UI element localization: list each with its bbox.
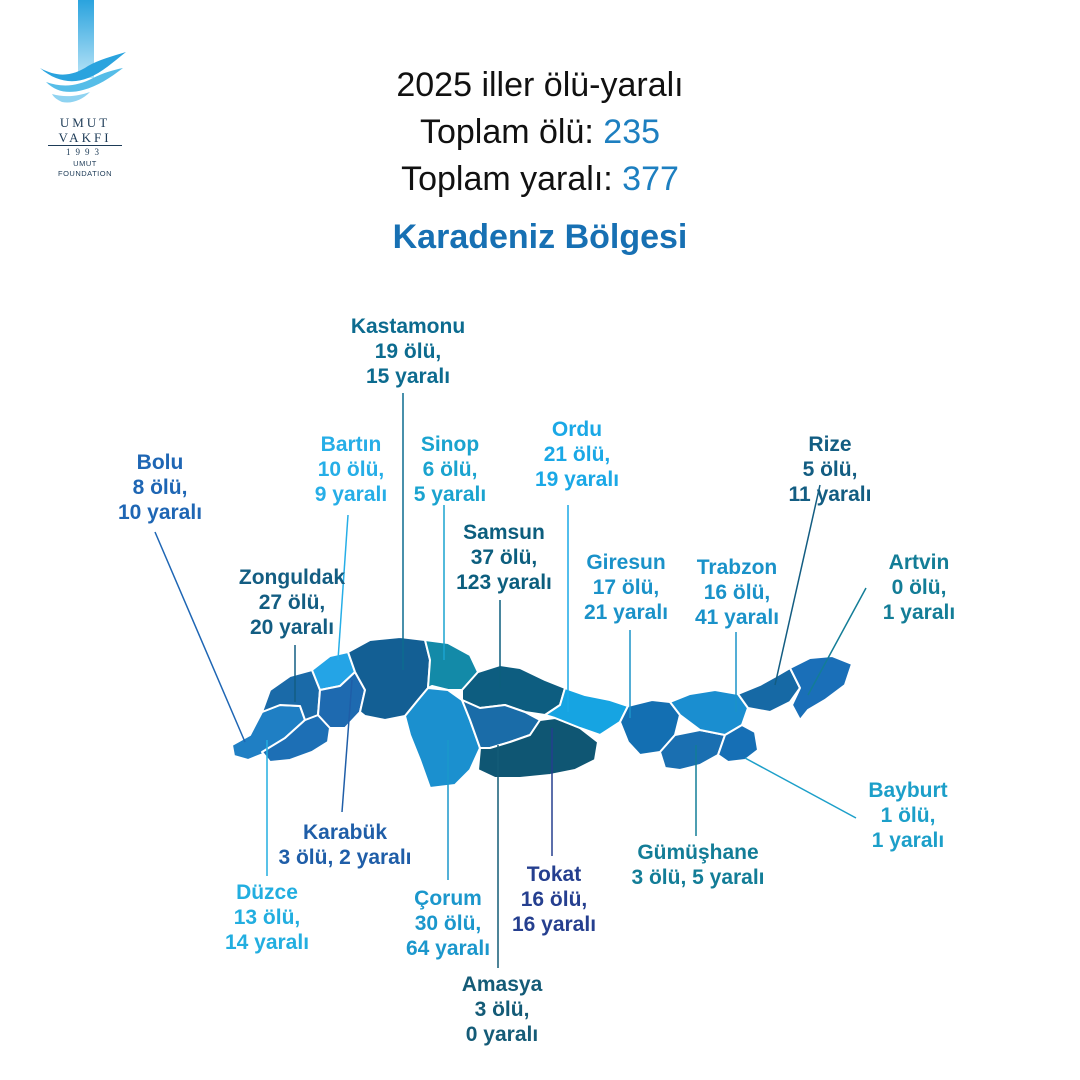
province-dead: 17 ölü, <box>592 576 660 599</box>
page-title: 2025 iller ölü-yaralı <box>396 66 684 104</box>
province-injured: 1 yaralı <box>882 601 956 624</box>
province-dead: 21 ölü, <box>543 443 611 466</box>
province-name: Trabzon <box>696 556 778 579</box>
province-injured: 9 yaralı <box>314 483 388 506</box>
province-name: Sinop <box>420 433 480 456</box>
label-bayburt <box>798 778 1018 853</box>
province-name: Artvin <box>888 551 950 574</box>
logo-line2: VAKFI <box>58 130 112 145</box>
province-injured: 10 yaralı <box>117 501 203 524</box>
label-artvin <box>809 550 1029 625</box>
province-dead: 27 ölü, <box>258 591 326 614</box>
province-name: Çorum <box>414 887 482 910</box>
province-dead: 1 ölü, <box>880 804 936 827</box>
province-name: Zonguldak <box>238 566 346 589</box>
province-name: Samsun <box>463 521 545 544</box>
logo-line3: 1993 <box>66 147 104 157</box>
total-injured-value: 377 <box>622 160 679 198</box>
province-dead: 8 ölü, <box>132 476 188 499</box>
label-karabuk <box>235 820 455 870</box>
province-dead: 19 ölü, <box>374 340 442 363</box>
province-injured: 14 yaralı <box>224 931 310 954</box>
province-injured: 21 yaralı <box>583 601 669 624</box>
total-injured-label: Toplam yaralı: <box>401 160 613 198</box>
province-dead: 3 ölü, 5 yaralı <box>631 866 765 889</box>
logo-line4: UMUT <box>73 159 97 168</box>
total-dead-value: 235 <box>603 113 661 151</box>
province-dead: 6 ölü, <box>422 458 478 481</box>
province-dead: 10 ölü, <box>317 458 385 481</box>
province-dead: 37 ölü, <box>470 546 538 569</box>
province-name: Gümüşhane <box>637 841 759 864</box>
province-injured: 20 yaralı <box>249 616 335 639</box>
label-zonguldak <box>182 565 402 640</box>
province-name: Giresun <box>586 551 666 574</box>
label-ordu <box>467 417 687 492</box>
logo-line1: UMUT <box>59 115 111 130</box>
province-name: Kastamonu <box>350 315 466 338</box>
province-dead: 3 ölü, <box>474 998 530 1021</box>
label-rize <box>720 432 940 507</box>
logo-line5: FOUNDATION <box>57 169 113 178</box>
province-injured: 41 yaralı <box>694 606 780 629</box>
province-dead: 16 ölü, <box>520 888 588 911</box>
province-dead: 16 ölü, <box>703 581 771 604</box>
province-injured: 123 yaralı <box>456 571 552 594</box>
province-name: Bolu <box>136 451 184 474</box>
province-dead: 3 ölü, 2 yaralı <box>278 846 412 869</box>
province-name: Tokat <box>526 863 582 886</box>
province-injured: 1 yaralı <box>871 829 945 852</box>
province-injured: 15 yaralı <box>365 365 451 388</box>
province-injured: 64 yaralı <box>405 937 491 960</box>
province-name: Karabük <box>302 821 388 844</box>
label-amasya <box>392 972 612 1047</box>
label-kastamonu <box>298 314 518 389</box>
province-name: Bartın <box>320 433 382 456</box>
label-gumushane <box>588 840 808 890</box>
province-injured: 0 yaralı <box>465 1023 539 1046</box>
province-name: Amasya <box>461 973 543 996</box>
label-bolu <box>50 450 270 525</box>
province-injured: 5 yaralı <box>413 483 487 506</box>
province-name: Düzce <box>236 881 298 904</box>
province-injured: 11 yaralı <box>788 483 872 506</box>
province-dead: 5 ölü, <box>802 458 858 481</box>
province-dead: 0 ölü, <box>891 576 947 599</box>
province-name: Ordu <box>551 418 603 441</box>
province-dead: 13 ölü, <box>233 906 301 929</box>
province-dead: 30 ölü, <box>414 912 482 935</box>
province-rize <box>738 668 800 712</box>
province-injured: 19 yaralı <box>534 468 620 491</box>
region-title: Karadeniz Bölgesi <box>392 218 688 256</box>
province-injured: 16 yaralı <box>511 913 597 936</box>
total-dead-label: Toplam ölü: <box>419 113 594 151</box>
province-name: Bayburt <box>868 779 948 802</box>
province-artvin <box>790 656 852 720</box>
province-name: Rize <box>808 433 852 456</box>
